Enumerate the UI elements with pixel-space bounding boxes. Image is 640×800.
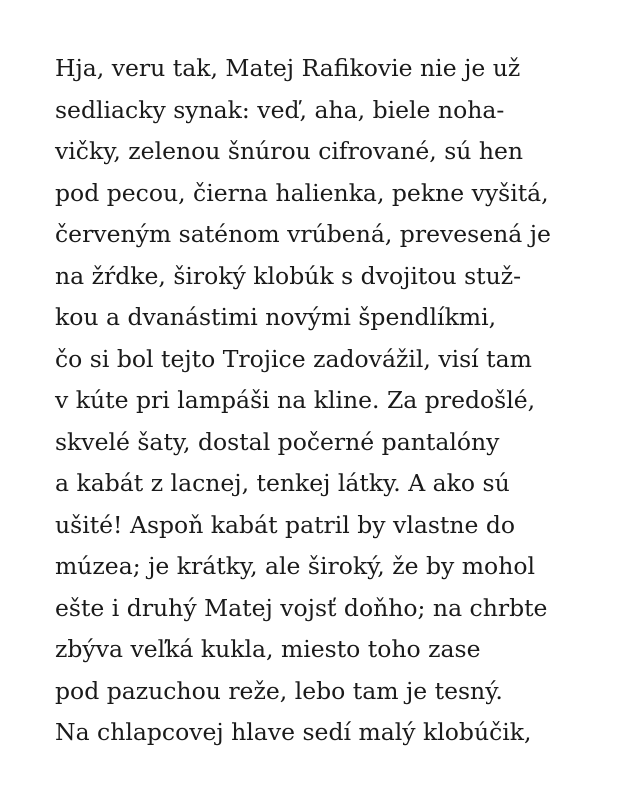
text-line: sedliacky synak: veď, aha, biele noha-: [55, 95, 505, 124]
text-line: pod pecou, čierna halienka, pekne vyšitá,: [55, 178, 549, 207]
text-line: a kabát z lacnej, tenkej látky. A ako sú: [55, 469, 510, 497]
text-line: Na chlapcovej hlave sedí malý klobúčik,: [55, 718, 532, 746]
text-line: ušité! Aspoň kabát patril by vlastne do: [55, 510, 516, 539]
body-text: [55, 48, 615, 754]
text-line: múzea; je krátky, ale široký, že by mohol: [55, 552, 536, 580]
text-line: vičky, zelenou šnúrou cifrované, sú hen: [55, 137, 524, 165]
text-line: v kúte pri lampáši na kline. Za predošlé,: [55, 386, 536, 414]
text-line: červeným saténom vrúbená, prevesená je: [55, 220, 551, 248]
text-line: kou a dvanástimi novými špendlíkmi,: [55, 303, 497, 331]
text-line: Hja, veru tak, Matej Rafikovie nie je už: [55, 54, 521, 82]
text-line: na žŕdke, široký klobúk s dvojitou stuž-: [55, 261, 522, 290]
text-line: zbýva veľká kukla, miesto toho zase: [55, 635, 481, 663]
text-line: pod pazuchou reže, lebo tam je tesný.: [55, 676, 503, 705]
text-line: čo si bol tejto Trojice zadovážil, visí tam: [55, 344, 532, 373]
text-line: ešte i druhý Matej vojsť doňho; na chrbte: [55, 593, 548, 622]
text-line: skvelé šaty, dostal počerné pantalóny: [55, 427, 500, 456]
